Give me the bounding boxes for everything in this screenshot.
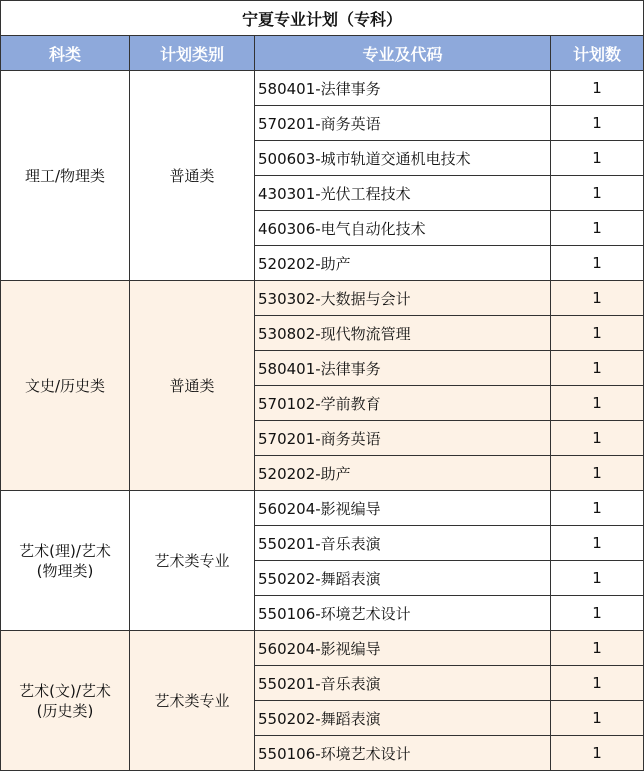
subject-line1: 艺术(文)/艺术	[19, 681, 111, 700]
major-cell: 580401-法律事务	[255, 351, 551, 386]
major-cell: 550201-音乐表演	[255, 526, 551, 561]
table-row	[1, 71, 644, 106]
count-cell: 1	[551, 211, 644, 246]
major-cell: 460306-电气自动化技术	[255, 211, 551, 246]
table-title: 宁夏专业计划（专科）	[1, 1, 644, 36]
count-cell: 1	[551, 596, 644, 631]
count-cell: 1	[551, 736, 644, 771]
count-cell: 1	[551, 561, 644, 596]
major-cell: 550106-环境艺术设计	[255, 736, 551, 771]
major-cell: 580401-法律事务	[255, 71, 551, 106]
major-cell: 550106-环境艺术设计	[255, 596, 551, 631]
major-cell: 530302-大数据与会计	[255, 281, 551, 316]
subject-line1: 艺术(理)/艺术	[19, 541, 111, 560]
header-major: 专业及代码	[255, 36, 551, 71]
header-count: 计划数	[551, 36, 644, 71]
count-cell: 1	[551, 316, 644, 351]
count-cell: 1	[551, 141, 644, 176]
major-cell: 500603-城市轨道交通机电技术	[255, 141, 551, 176]
table-row	[1, 281, 644, 316]
subject-cell	[1, 491, 130, 631]
category-cell: 艺术类专业	[130, 631, 255, 771]
subject-cell: 文史/历史类	[1, 281, 130, 491]
major-cell: 560204-影视编导	[255, 491, 551, 526]
category-cell: 艺术类专业	[130, 491, 255, 631]
count-cell: 1	[551, 631, 644, 666]
major-cell: 570201-商务英语	[255, 106, 551, 141]
major-cell: 550202-舞蹈表演	[255, 701, 551, 736]
subject-cell: 理工/物理类	[1, 71, 130, 281]
count-cell: 1	[551, 701, 644, 736]
count-cell: 1	[551, 106, 644, 141]
title-row	[1, 1, 644, 36]
major-cell: 430301-光伏工程技术	[255, 176, 551, 211]
major-cell: 570102-学前教育	[255, 386, 551, 421]
count-cell: 1	[551, 386, 644, 421]
major-cell: 530802-现代物流管理	[255, 316, 551, 351]
subject-line2: (历史类)	[36, 701, 94, 720]
subject-line2: (物理类)	[36, 561, 94, 580]
header-row	[1, 36, 644, 71]
count-cell: 1	[551, 246, 644, 281]
header-category: 计划类别	[130, 36, 255, 71]
category-cell: 普通类	[130, 71, 255, 281]
major-cell: 570201-商务英语	[255, 421, 551, 456]
count-cell: 1	[551, 666, 644, 701]
header-subject: 科类	[1, 36, 130, 71]
count-cell: 1	[551, 281, 644, 316]
count-cell: 1	[551, 526, 644, 561]
major-cell: 520202-助产	[255, 246, 551, 281]
major-cell: 560204-影视编导	[255, 631, 551, 666]
major-cell: 520202-助产	[255, 456, 551, 491]
subject-cell	[1, 631, 130, 771]
table-row	[1, 491, 644, 526]
table-row	[1, 631, 644, 666]
major-cell: 550202-舞蹈表演	[255, 561, 551, 596]
count-cell: 1	[551, 456, 644, 491]
count-cell: 1	[551, 176, 644, 211]
count-cell: 1	[551, 421, 644, 456]
count-cell: 1	[551, 351, 644, 386]
count-cell: 1	[551, 71, 644, 106]
category-cell: 普通类	[130, 281, 255, 491]
major-cell: 550201-音乐表演	[255, 666, 551, 701]
count-cell: 1	[551, 491, 644, 526]
